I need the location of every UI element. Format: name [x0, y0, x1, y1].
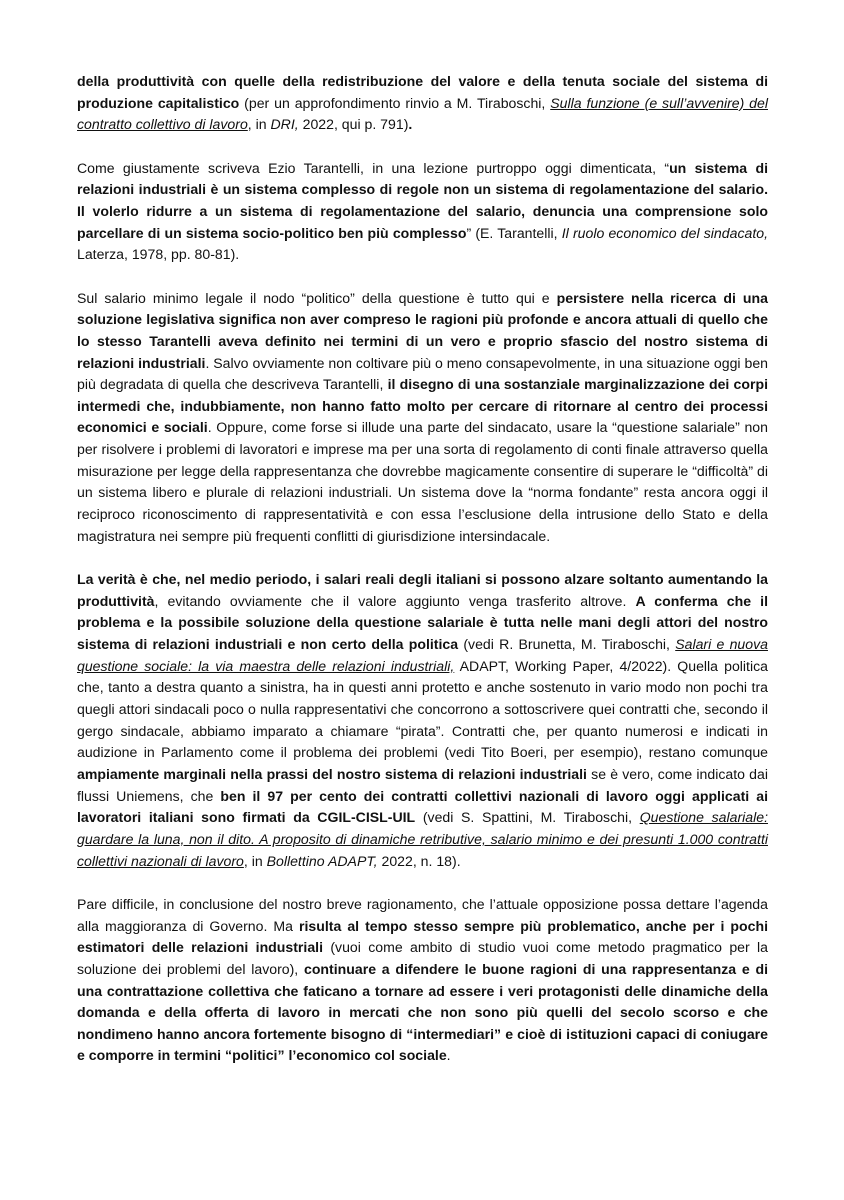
run: 2022, qui p. 791)	[298, 116, 409, 133]
run: 2022, n. 18).	[377, 852, 461, 869]
run: risulta al tempo stesso sempre più problematico, anche per i pochi estimatori delle relazioni industriali	[77, 917, 768, 956]
run: ADAPT, Working Paper, 4/2022). Quella politica che, tanto a destra quanto a sinistra, ha in questi anni protetto e anche sostenuto in vario modo non pochi tra quegli attori sindacali poco o nulla rappresentativi che concorrono a sottoscrivere quei contratti che, secondo il gergo sindacale, abbiamo imparato a chiamare “pirata”. Contratti che, per quanto numerosi e indicati in audizione in Parlamento come il problema dei problemi (vedi Tito Boeri, per esempio), restano comunque	[77, 657, 768, 761]
run: A conferma che il problema e la possibile soluzione della questione salariale è tutta nelle mani degli attori del nostro sistema di relazioni industriali e non certo della politica	[77, 592, 768, 653]
run: continuare a difendere le buone ragioni di una rappresentanza e di una contrattazione collettiva che faticano a tornare ad essere i veri protagonisti delle dinamiche della domanda e della offerta di lavoro in mercati che non sono più quelli del secolo scorso e che nondimeno hanno ancora fortemente bisogno di “intermediari” e cioè di istituzioni capaci di coniugare e comporre in termini “politici” l’economico col sociale	[77, 960, 768, 1064]
run: Come giustamente scriveva Ezio Tarantelli, in una lezione purtroppo oggi dimenticata, “	[77, 159, 670, 176]
paragraph-4	[77, 569, 768, 872]
document-page	[77, 71, 768, 1089]
reference-link: Questione salariale: guardare la luna, non il dito. A proposito di dinamiche retributive, salario minimo e dei presunti 1.000 contratti collettivi nazionali di lavoro	[77, 809, 768, 869]
run: DRI,	[270, 116, 299, 133]
run: .	[408, 116, 413, 133]
run: , in	[243, 852, 267, 869]
run: (vuoi come ambito di studio vuoi come metodo pragmatico per la soluzione dei problemi del lavoro),	[77, 939, 768, 977]
run: se è vero, come indicato dai flussi Uniemens, che	[77, 765, 768, 804]
run: . Oppure, come forse si illude una parte del sindacato, usare la “questione salariale” non per risolvere i problemi di lavoratori e imprese ma per una sorta di regolamento di conti finale attraverso quella misurazione per legge della rappresentanza che dovrebbe magicamente consentire di superare le “difficoltà” di un sistema libero e plurale di relazioni industriali. Un sistema dove la “norma fondante” resta ancora oggi il reciproco riconoscimento di rappresentatività e con essa l’esclusione della intrusione dello Stato e della magistratura nei sempre più frequenti conflitti di giurisdizione intersindacale.	[77, 419, 768, 544]
run: (vedi R. Brunetta, M. Tiraboschi,	[458, 636, 676, 653]
reference-link: Sulla funzione (e sull’avvenire) del contratto collettivo di lavoro	[77, 94, 768, 133]
run: , evitando ovviamente che il valore aggiunto venga trasferito altrove.	[154, 592, 636, 609]
run: un sistema di relazioni industriali è un sistema complesso di regole non un sistema di regolamentazione del salario. Il volerlo ridurre a un sistema di regolamentazione del salario, denuncia una comprensione solo parcellare di un sistema socio-politico ben più complesso	[77, 159, 768, 241]
run: Pare difficile, in conclusione del nostro breve ragionamento, che l’attuale opposizione possa dettare l’agenda alla maggioranza di Governo. Ma	[77, 895, 768, 934]
run: Il ruolo economico del sindacato,	[561, 224, 769, 241]
run: Laterza, 1978, pp. 80-81).	[77, 246, 240, 263]
run: . Salvo ovviamente non coltivare più o meno consapevolmente, in una situazione oggi ben più degradata di quella che descriveva Tarantelli,	[77, 354, 768, 393]
reference-link: Salari e nuova questione sociale: la via maestra delle relazioni industriali,	[77, 636, 768, 674]
run: Bollettino ADAPT,	[266, 852, 378, 869]
run: ampiamente marginali nella prassi del nostro sistema di relazioni industriali	[77, 765, 587, 782]
run: della produttività con quelle della redistribuzione del valore e della tenuta sociale del sistema di produzione capitalistico	[77, 73, 768, 111]
paragraph-1	[77, 71, 768, 136]
run: ” (E. Tarantelli,	[466, 224, 562, 241]
run: , in	[247, 116, 271, 133]
run: ben il 97 per cento dei contratti collettivi nazionali di lavoro oggi applicati ai lavoratori italiani sono firmati da CGIL-CISL-UIL	[77, 787, 768, 826]
run: il disegno di una sostanziale marginalizzazione dei corpi intermedi che, indubbiamente, non hanno fatto molto per cercare di ritornare al centro dei processi economici e sociali	[77, 376, 769, 436]
run: (vedi S. Spattini, M. Tiraboschi,	[415, 809, 640, 826]
paragraph-5	[77, 894, 768, 1067]
paragraph-2	[77, 158, 768, 266]
run: La verità è che, nel medio periodo, i salari reali degli italiani si possono alzare soltanto aumentando la produttività	[77, 571, 768, 609]
run: .	[446, 1047, 451, 1064]
run: Sul salario minimo legale il nodo “politico” della questione è tutto qui e	[77, 289, 557, 306]
run: (per un approfondimento rinvio a M. Tiraboschi,	[239, 94, 551, 111]
paragraph-3	[77, 288, 768, 548]
run: persistere nella ricerca di una soluzione legislativa significa non aver compreso le ragioni più profonde e ancora attuali di quello che lo stesso Tarantelli aveva definito nei termini di un vero e proprio sfascio del nostro sistema di relazioni industriali	[77, 289, 768, 371]
